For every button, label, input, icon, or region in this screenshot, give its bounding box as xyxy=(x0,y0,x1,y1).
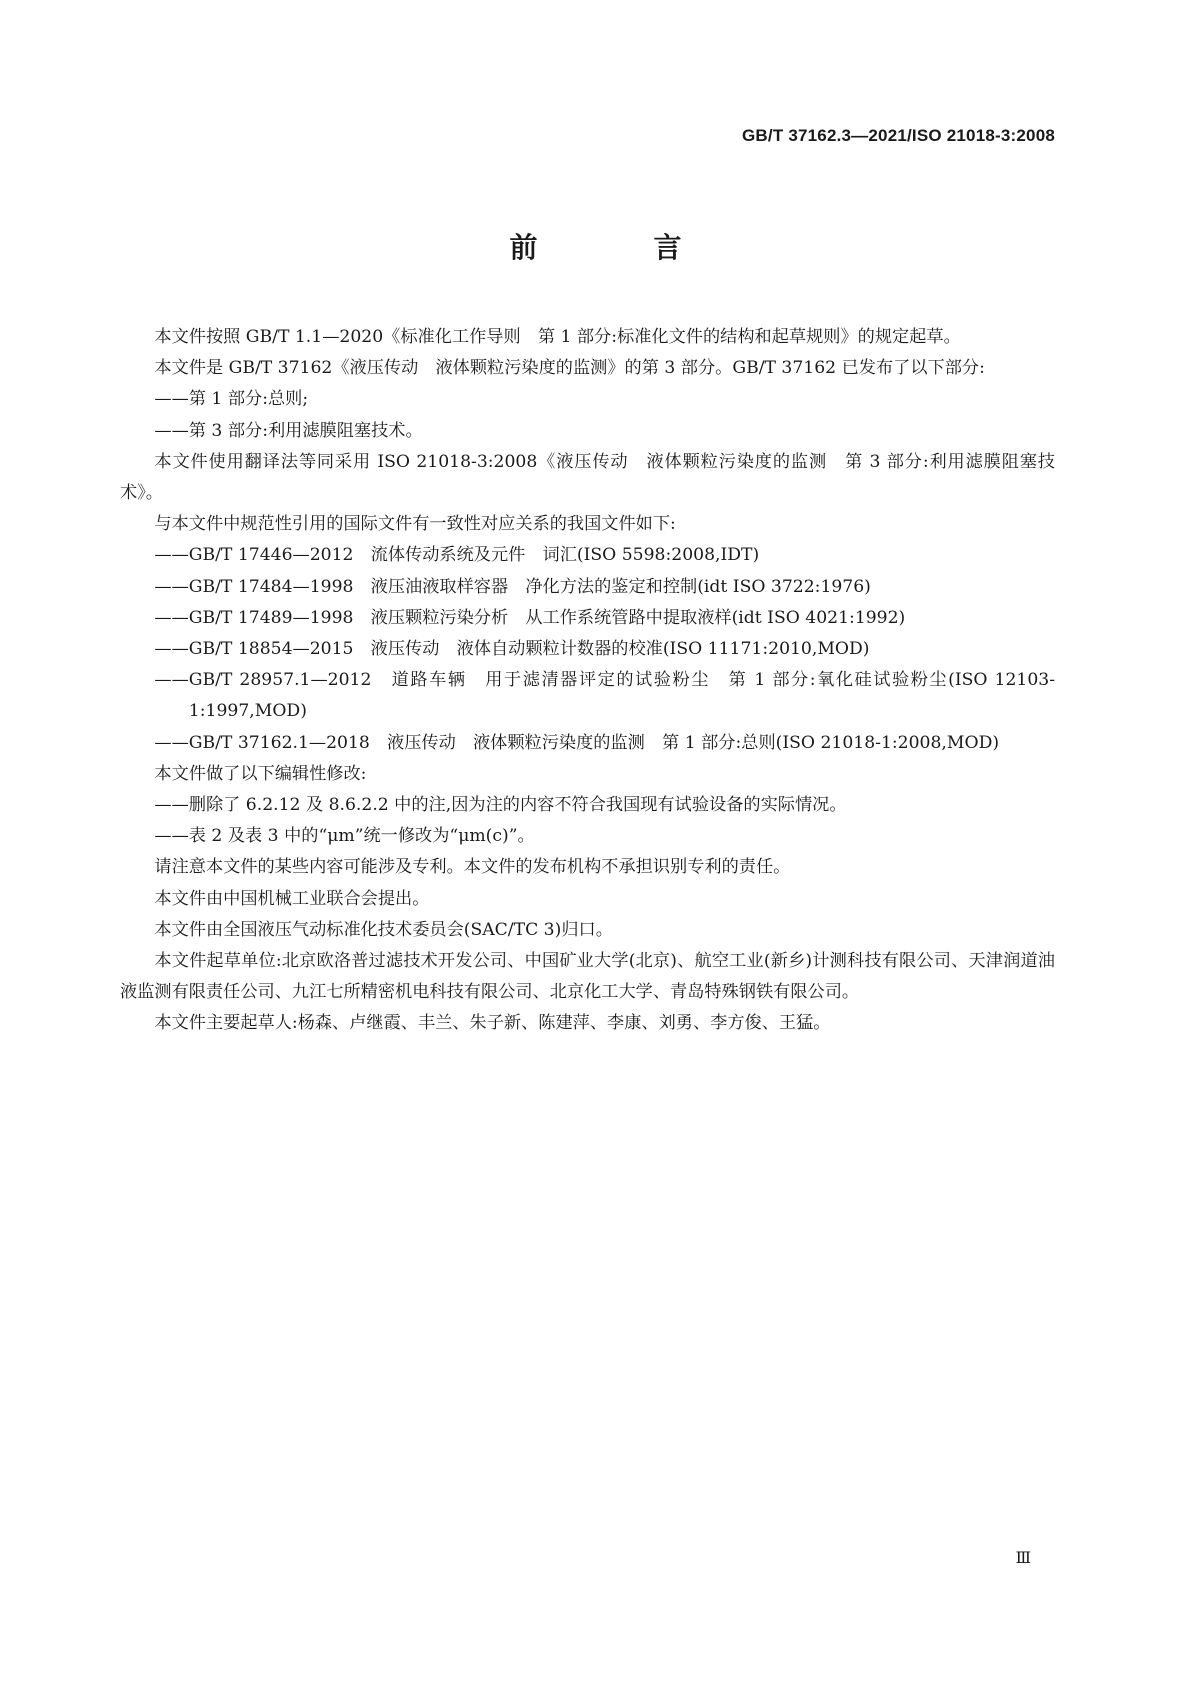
paragraph-drafting-rules: 本文件按照 GB/T 1.1—2020《标准化工作导则 第 1 部分:标准化文件的结构和起草规则》的规定起草。 xyxy=(154,327,961,347)
list-item-reference: ——GB/T 28957.1—2012 道路车辆 用于滤清器评定的试验粉尘 第 1 部分:氧化硅试验粉尘(ISO 12103-1:1997,MOD) xyxy=(154,670,1055,722)
paragraph-patent-notice: 请注意本文件的某些内容可能涉及专利。本文件的发布机构不承担识别专利的责任。 xyxy=(154,857,791,878)
list-item-reference: ——GB/T 18854—2015 液压传动 液体自动颗粒计数器的校准(ISO 11171:2010,MOD) xyxy=(154,639,870,660)
paragraph-drafters: 本文件主要起草人:杨森、卢继霞、丰兰、朱子新、陈建萍、李康、刘勇、李方俊、王猛。 xyxy=(154,1013,831,1034)
paragraph-editorial-changes: 本文件做了以下编辑性修改: xyxy=(154,763,367,784)
paragraph-translation-method: 本文件使用翻译法等同采用 ISO 21018-3:2008《液压传动 液体颗粒污染度的监测 第 3 部分:利用滤膜阻塞技术》。 xyxy=(120,451,1055,504)
list-item-editorial-change: ——删除了 6.2.12 及 8.6.2.2 中的注,因为注的内容不符合我国现有试验设备的实际情况。 xyxy=(154,795,847,816)
paragraph-normative-references: 与本文件中规范性引用的国际文件有一致性对应关系的我国文件如下: xyxy=(154,514,676,535)
list-item-reference: ——GB/T 17484—1998 液压油液取样容器 净化方法的鉴定和控制(idt ISO 3722:1976) xyxy=(154,576,871,597)
page-title: 前 言 xyxy=(509,231,726,264)
page-number: Ⅲ xyxy=(1015,1548,1031,1567)
list-item-part-1: ——第 1 部分:总则; xyxy=(154,389,309,410)
list-item-editorial-change: ——表 2 及表 3 中的“μm”统一修改为“μm(c)”。 xyxy=(154,826,535,847)
list-item-part-3: ——第 3 部分:利用滤膜阻塞技术。 xyxy=(154,420,423,441)
standard-code-header: GB/T 37162.3—2021/ISO 21018-3:2008 xyxy=(742,126,1055,145)
paragraph-drafting-organizations: 本文件起草单位:北京欧洛普过滤技术开发公司、中国矿业大学(北京)、航空工业(新乡)计测科技有限公司、天津润道油液监测有限责任公司、九江七所精密机电科技有限公司、北京化工大学、青岛特殊钢铁有限公司。 xyxy=(120,951,1055,1003)
paragraph-proposed-by: 本文件由中国机械工业联合会提出。 xyxy=(154,888,430,909)
list-item-reference: ——GB/T 17446—2012 流体传动系统及元件 词汇(ISO 5598:2008,IDT) xyxy=(154,545,760,566)
list-item-reference: ——GB/T 37162.1—2018 液压传动 液体颗粒污染度的监测 第 1 部分:总则(ISO 21018-1:2008,MOD) xyxy=(154,732,1000,753)
paragraph-administered-by: 本文件由全国液压气动标准化技术委员会(SAC/TC 3)归口。 xyxy=(154,919,613,940)
paragraph-series-parts: 本文件是 GB/T 37162《液压传动 液体颗粒污染度的监测》的第 3 部分。GB/T 37162 已发布了以下部分: xyxy=(154,358,985,379)
list-item-reference: ——GB/T 17489—1998 液压颗粒污染分析 从工作系统管路中提取液样(idt ISO 4021:1992) xyxy=(154,607,906,628)
foreword-body xyxy=(120,322,1055,1040)
